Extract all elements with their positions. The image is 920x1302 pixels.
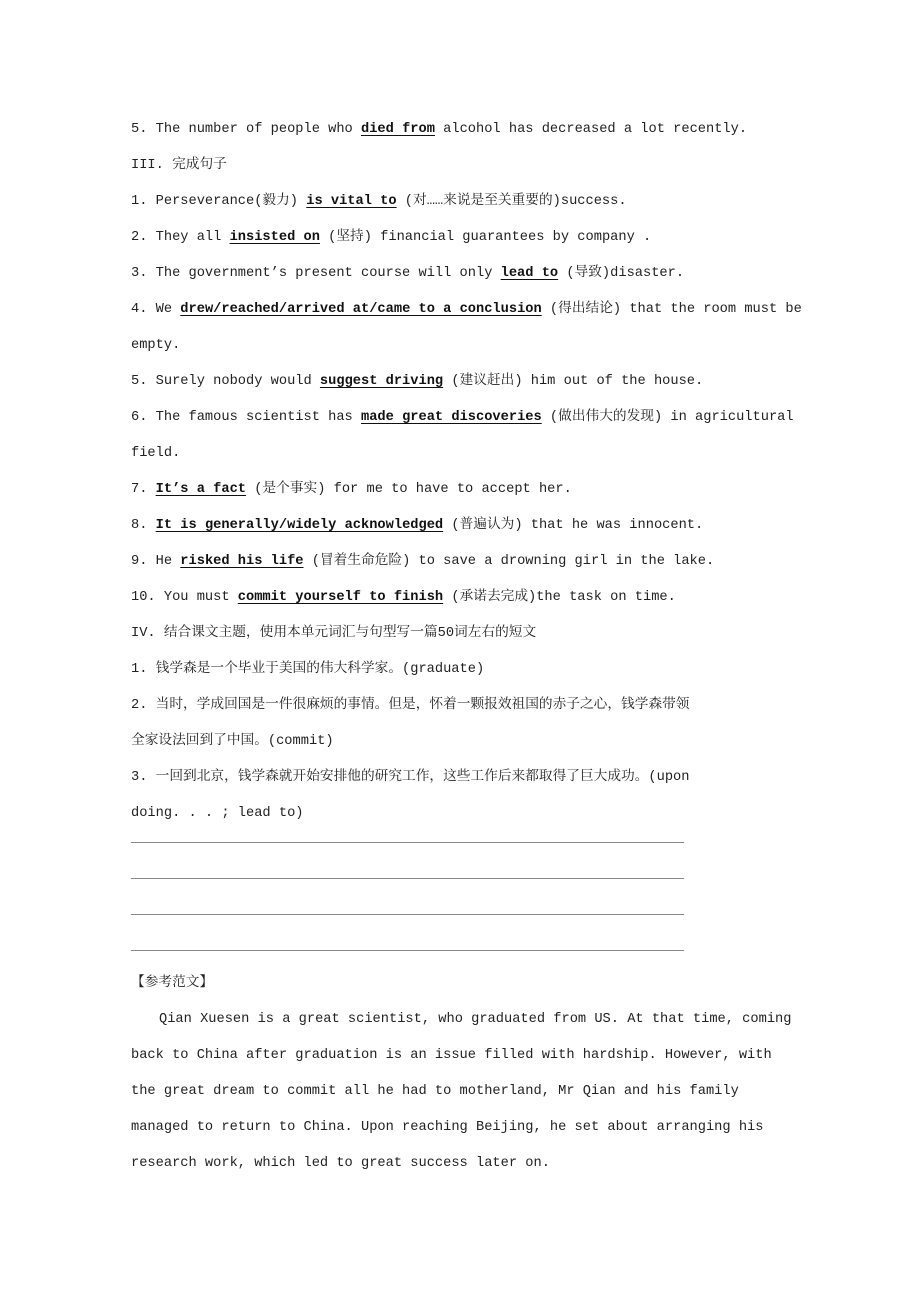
exercise-item: 5. Surely nobody would suggest driving (建议赶出) him out of the house. — [131, 374, 704, 389]
answer: commit yourself to finish — [237, 590, 444, 605]
answer-blank-line[interactable] — [131, 904, 811, 940]
exercise-item: 3. The government’s present course will only lead to (导致)disaster. — [131, 266, 685, 281]
prompt-line: 全家设法回到了中国。(commit) — [131, 734, 334, 749]
section-heading: IV. 结合课文主题，使用本单元词汇与句型写一篇50词左右的短文 — [131, 626, 537, 641]
exercise-item: 4. We drew/reached/arrived at/came to a conclusion (得出结论) that the room must be — [131, 302, 802, 317]
exercise-item: 1. Perseverance(毅力) is vital to (对……来说是至关重要的)success. — [131, 194, 627, 209]
answer: made great discoveries — [361, 410, 542, 425]
exercise-item: 9. He risked his life (冒着生命危险) to save a drowning girl in the lake. — [131, 554, 715, 569]
exercise-item-continuation: empty. — [131, 338, 181, 353]
prompt-line: 2. 当时，学成回国是一件很麻烦的事情。但是，怀着一颗报效祖国的赤子之心，钱学森带领 — [131, 698, 690, 713]
sentence-list — [131, 184, 811, 616]
answer: It’s a fact — [155, 482, 247, 497]
answer: lead to — [500, 266, 559, 281]
answer: drew/reached/arrived at/came to a conclusion — [180, 302, 542, 317]
answer: risked his life — [180, 554, 304, 569]
answer: insisted on — [229, 230, 320, 245]
document-page — [131, 112, 811, 1182]
section-heading: III. 完成句子 — [131, 158, 227, 173]
answer-blank-line[interactable] — [131, 832, 811, 868]
answer: is vital to — [306, 194, 397, 209]
prompt-line: doing. . . ; lead to) — [131, 806, 304, 821]
prompt-line: 3. 一回到北京，钱学森就开始安排他的研究工作，这些工作后来都取得了巨大成功。(upon — [131, 770, 690, 785]
exercise-item: 2. They all insisted on (坚持) financial guarantees by company . — [131, 230, 652, 245]
exercise-item: 5. The number of people who died from alcohol has decreased a lot recently. — [131, 122, 748, 137]
exercise-item: 6. The famous scientist has made great discoveries (做出伟大的发现) in agricultural — [131, 410, 794, 425]
answer: It is generally/widely acknowledged — [155, 518, 444, 533]
answer: suggest driving — [319, 374, 444, 389]
answer: died from — [361, 122, 435, 137]
exercise-item: 8. It is generally/widely acknowledged (普遍认为) that he was innocent. — [131, 518, 704, 533]
exercise-item: 10. You must commit yourself to finish (承诺去完成)the task on time. — [131, 590, 676, 605]
exercise-item: 7. It’s a fact (是个事实) for me to have to accept her. — [131, 482, 572, 497]
answer-blank-line[interactable] — [131, 940, 811, 976]
answer-blank-line[interactable] — [131, 868, 811, 904]
exercise-item-continuation: field. — [131, 446, 181, 461]
reference-essay: Qian Xuesen is a great scientist, who graduated from US. At that time, coming back to China after graduation is an issue filled with hardship. However, with the great dream to commit all he had to motherland, Mr Qian and his family managed to return to China. Upon reaching Beijing, he set about arranging his research work, which led to great success later on. — [131, 1012, 792, 1171]
reference-heading: 【参考范文】 — [131, 976, 214, 991]
prompt-line: 1. 钱学森是一个毕业于美国的伟大科学家。(graduate) — [131, 662, 485, 677]
